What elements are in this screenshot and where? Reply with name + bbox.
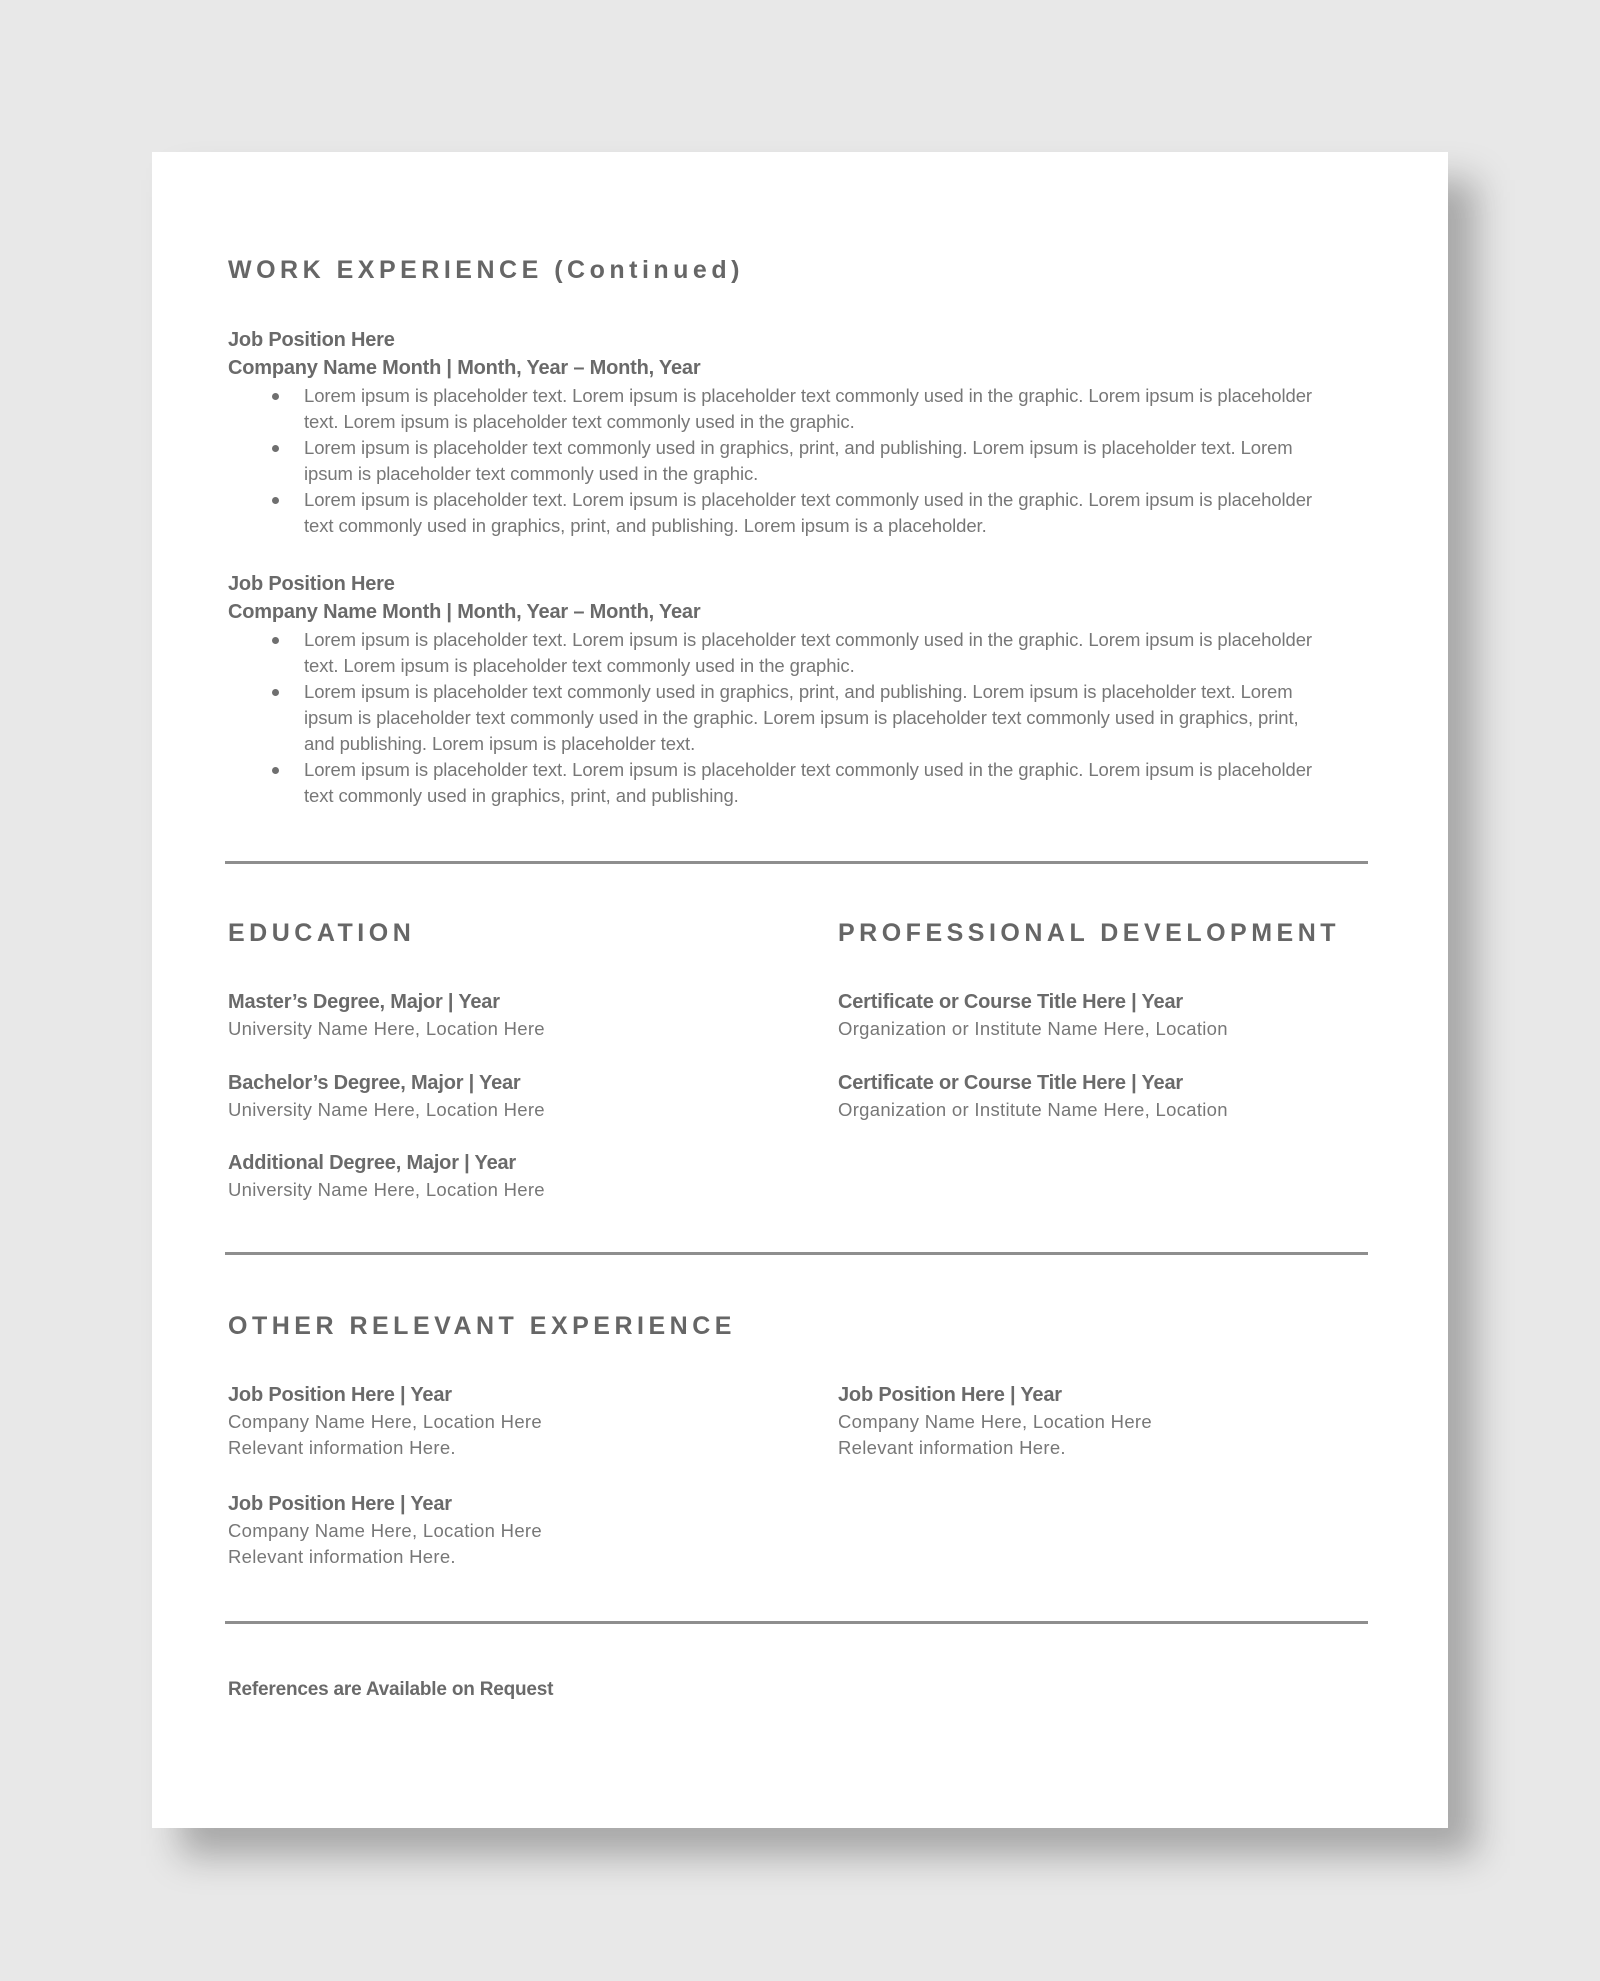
- other-experience-entry: [838, 1381, 1152, 1461]
- position-title: Job Position Here | Year: [838, 1384, 1062, 1406]
- school-name: University Name Here, Location Here: [228, 1018, 545, 1039]
- organization-name: Organization or Institute Name Here, Location: [838, 1099, 1228, 1120]
- degree-title: Master’s Degree, Major | Year: [228, 991, 500, 1013]
- bullet-item: Lorem ipsum is placeholder text. Lorem ipsum is placeholder text commonly used in the graphic. Lorem ipsum is placeholder text. Lorem ipsum is placeholder text commonly used in the graphic.: [272, 383, 1332, 435]
- references-note: References are Available on Request: [228, 1679, 554, 1700]
- bullet-item: Lorem ipsum is placeholder text. Lorem ipsum is placeholder text commonly used in the graphic. Lorem ipsum is placeholder text. Lorem ipsum is placeholder text commonly used in the graphic.: [272, 627, 1332, 679]
- school-name: University Name Here, Location Here: [228, 1179, 545, 1200]
- bullet-icon: [272, 637, 279, 644]
- education-entry: [228, 1069, 545, 1123]
- section-divider: [225, 1252, 1368, 1255]
- bullet-icon: [272, 497, 279, 504]
- other-experience-entry: [228, 1381, 542, 1461]
- relevant-info: Relevant information Here.: [228, 1437, 456, 1458]
- bullet-icon: [272, 767, 279, 774]
- degree-title: Bachelor’s Degree, Major | Year: [228, 1072, 521, 1094]
- job-2-bullets: [272, 627, 1332, 809]
- bullet-icon: [272, 393, 279, 400]
- bullet-item: Lorem ipsum is placeholder text commonly used in graphics, print, and publishing. Lorem ipsum is placeholder text. Lorem ipsum is placeholder text commonly used in the graphic.: [272, 435, 1332, 487]
- certificate-title: Certificate or Course Title Here | Year: [838, 1072, 1183, 1094]
- certificate-entry: [838, 988, 1228, 1042]
- job-1-company-line: Company Name Month | Month, Year – Month, Year: [228, 357, 701, 379]
- bullet-item: Lorem ipsum is placeholder text. Lorem ipsum is placeholder text commonly used in the graphic. Lorem ipsum is placeholder text commonly used in graphics, print, and publishing.: [272, 757, 1332, 809]
- section-divider: [225, 1621, 1368, 1624]
- school-name: University Name Here, Location Here: [228, 1099, 545, 1120]
- position-title: Job Position Here | Year: [228, 1493, 452, 1515]
- resume-page: [152, 152, 1448, 1828]
- education-entry: [228, 1149, 545, 1203]
- bullet-icon: [272, 445, 279, 452]
- degree-title: Additional Degree, Major | Year: [228, 1152, 516, 1174]
- other-experience-entry: [228, 1490, 542, 1570]
- job-2-company-line: Company Name Month | Month, Year – Month, Year: [228, 601, 701, 623]
- job-1-title: Job Position Here: [228, 329, 395, 351]
- company-location: Company Name Here, Location Here: [228, 1520, 542, 1541]
- bullet-icon: [272, 689, 279, 696]
- job-1-bullets: [272, 383, 1332, 539]
- relevant-info: Relevant information Here.: [228, 1546, 456, 1567]
- certificate-entry: [838, 1069, 1228, 1123]
- work-experience-heading: WORK EXPERIENCE (Continued): [228, 256, 744, 284]
- education-heading: EDUCATION: [228, 919, 416, 947]
- company-location: Company Name Here, Location Here: [838, 1411, 1152, 1432]
- education-entry: [228, 988, 545, 1042]
- other-experience-heading: OTHER RELEVANT EXPERIENCE: [228, 1312, 736, 1340]
- position-title: Job Position Here | Year: [228, 1384, 452, 1406]
- company-location: Company Name Here, Location Here: [228, 1411, 542, 1432]
- relevant-info: Relevant information Here.: [838, 1437, 1066, 1458]
- bullet-item: Lorem ipsum is placeholder text. Lorem ipsum is placeholder text commonly used in the graphic. Lorem ipsum is placeholder text commonly used in graphics, print, and publishing. Lorem ipsum is a placeholder.: [272, 487, 1332, 539]
- job-2-title: Job Position Here: [228, 573, 395, 595]
- certificate-title: Certificate or Course Title Here | Year: [838, 991, 1183, 1013]
- organization-name: Organization or Institute Name Here, Location: [838, 1018, 1228, 1039]
- section-divider: [225, 861, 1368, 864]
- bullet-item: Lorem ipsum is placeholder text commonly used in graphics, print, and publishing. Lorem ipsum is placeholder text. Lorem ipsum is placeholder text commonly used in the graphic. Lorem ipsum is placeholder text commonly used in graphics, print, and publishing. Lorem ipsum is placeholder text.: [272, 679, 1332, 757]
- professional-development-heading: PROFESSIONAL DEVELOPMENT: [838, 919, 1341, 947]
